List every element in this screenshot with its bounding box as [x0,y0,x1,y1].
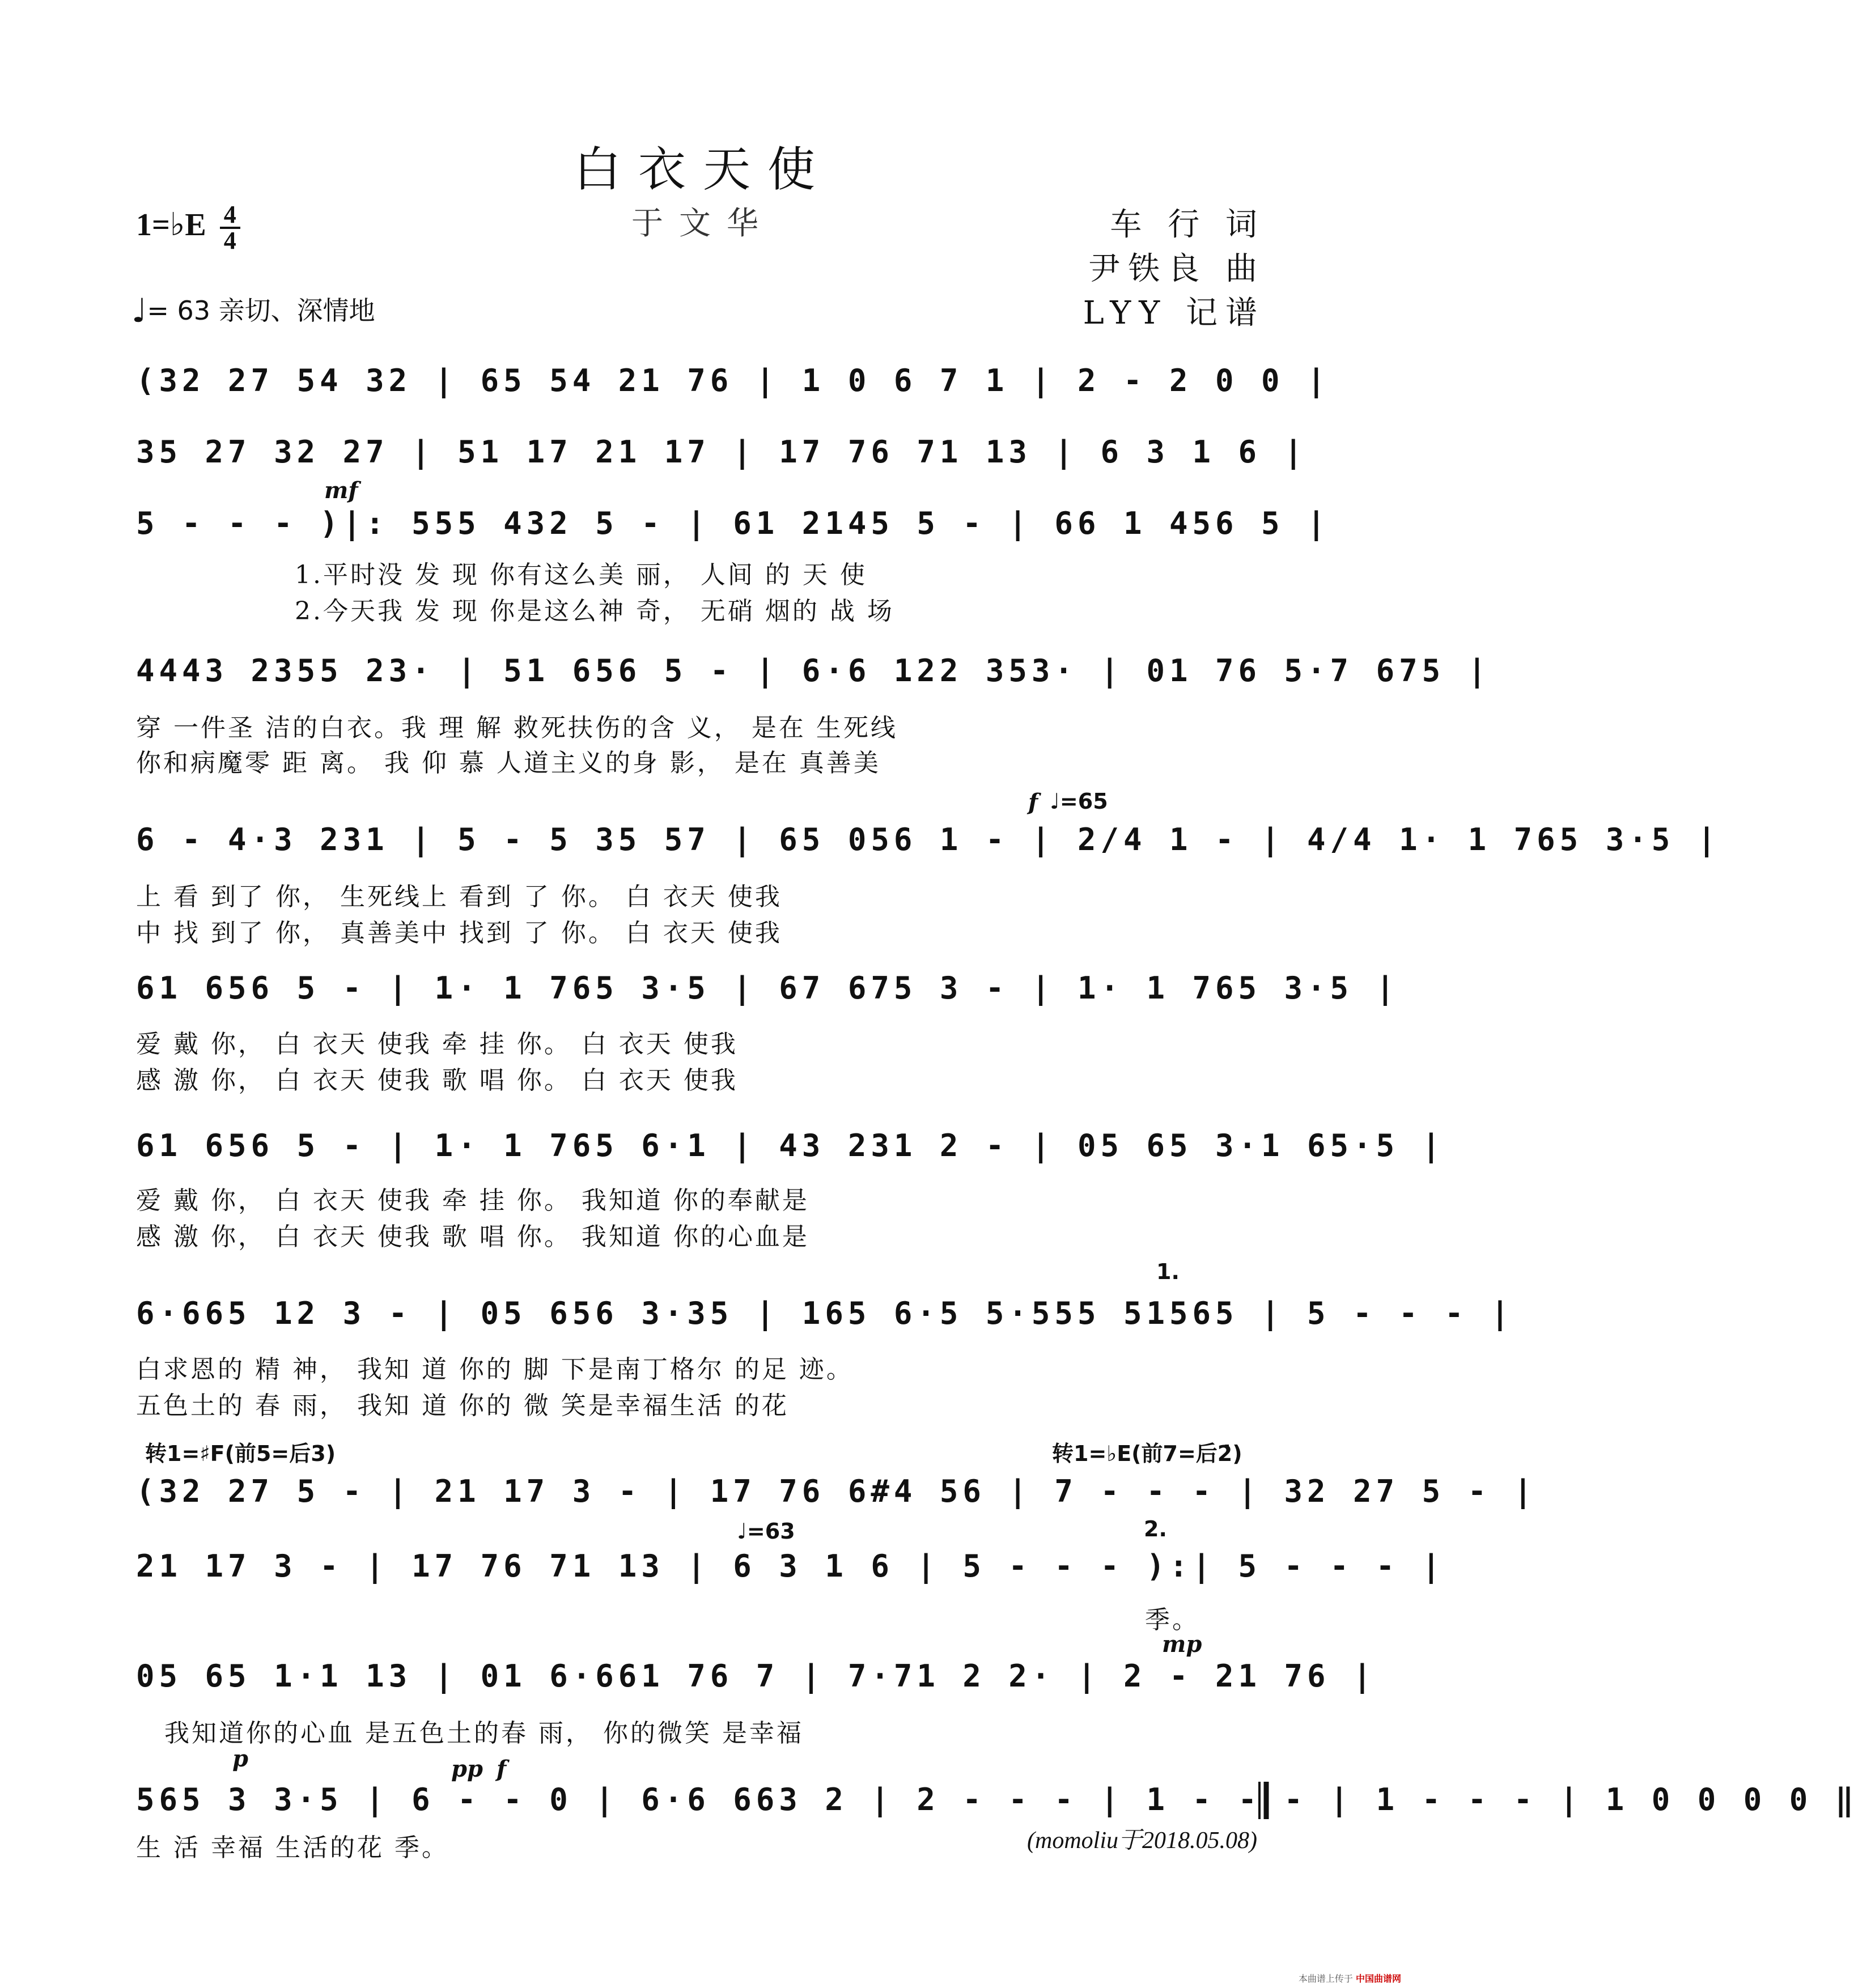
site-footer: 本曲谱上传于 中国曲谱网 [1298,1973,1401,1984]
song-title: 白衣天使 [573,142,832,197]
singer-name: 于文华 [631,205,774,242]
site-logo: 中国曲谱网 [1355,1973,1401,1984]
lyrics-row-3-verse-2: 2.今天我 发 现 你是这么神 奇， 无硝 烟的 战 场 [295,597,894,626]
lyrics-row-7-verse-1: 爱 戴 你， 白 衣天 使我 牵 挂 你。 我知道 你的奉献是 [136,1186,809,1215]
lyrics-row-7-verse-2: 感 激 你， 白 衣天 使我 歌 唱 你。 我知道 你的心血是 [136,1222,809,1251]
dynamic-f-2: f [497,1756,507,1782]
score-row-11: 05 65 1·1 13 | 01 6·661 76 7 | 7·71 2 2· | 2 - 21 76 | [136,1658,1376,1694]
dynamic-f: f [1028,789,1038,815]
tempo-change-65: ♩=65 [1050,789,1108,814]
lyrics-row-12-verse-1: 生 活 幸福 生活的花 季。 [136,1833,449,1862]
modulation-to-e-flat: 转1=♭E(前7=后2̇) [1052,1441,1242,1466]
score-row-5: 6 - 4·3 231 | 5 - 5 35 57 | 65 056 1 - | 2/4 1 - | 4/4 1· 1 765 3·5 | [136,822,1721,857]
lyrics-row-6-verse-2: 感 激 你， 白 衣天 使我 歌 唱 你。 白 衣天 使我 [136,1066,738,1095]
lyrics-row-4-verse-2: 你和病魔零 距 离。 我 仰 慕 人道主义的身 影， 是在 真善美 [136,749,881,778]
transcriber-credit: LYY 记谱 [1083,295,1265,332]
lyrics-row-5-verse-1: 上 看 到了 你， 生死线上 看到 了 你。 白 衣天 使我 [136,882,782,911]
lyrics-row-8-verse-1: 白求恩的 精 神， 我知 道 你的 脚 下是南丁格尔 的足 迹。 [136,1355,854,1384]
score-row-2: 35 27 32 27 | 51 17 21 17 | 17 76 71 13 | 6 3 1 6 | [136,434,1308,470]
score-row-7: 61 656 5 - | 1· 1 765 6·1 | 43 231 2 - | 05 65 3·1 65·5 | [136,1128,1445,1163]
dynamic-p: p [232,1745,248,1772]
tempo-marking: ♩= 63 亲切、深情地 [131,291,375,330]
lyrics-row-11-verse-1: 我知道你的心血 是五色土的春 雨， 你的微笑 是幸福 [164,1719,804,1748]
score-row-3: 5 - - - )|: 555 432 5 - | 61 2145 5 - | 66 1 456 5 | [136,506,1330,541]
score-row-9: (32 27 5 - | 21 17 3 - | 17 76 6#4 56 | 7 - - - | 32 27 5 - | [136,1473,1537,1509]
time-signature: $\frac{4}{4}$ [220,203,240,253]
modulation-to-f-sharp: 转1=♯F(前5=后3) [145,1441,336,1466]
lyricist-credit: 车 行 词 [1110,206,1265,243]
score-row-1: (32 27 54 32 | 65 54 21 76 | 1 0 6 7 1 | 2 - 2 0 0 | [136,363,1330,398]
score-row-10: 21 17 3 - | 17 76 71 13 | 6 3 1 6 | 5 - - - ):| 5 - - - | [136,1548,1445,1584]
score-row-6: 61 656 5 - | 1· 1 765 3·5 | 67 675 3 - | 1· 1 765 3·5 | [136,970,1399,1006]
volta-1: 1. [1156,1259,1180,1284]
lyrics-row-10-verse-1: 季。 [1145,1605,1199,1634]
dynamic-mp: mp [1162,1631,1202,1658]
lyrics-row-4-verse-1: 穿 一件圣 洁的白衣。我 理 解 救死扶伤的含 义， 是在 生死线 [136,713,898,742]
tempo-change-63: ♩=63 [737,1519,795,1544]
composer-credit: 尹铁良 曲 [1088,250,1265,287]
transcriber-signature: (momoliu于2018.05.08) [1027,1828,1257,1854]
volta-2: 2. [1144,1517,1167,1541]
score-row-12: 565 3 3·5 | 6 - - 0 | 6·6 663 2 | 2 - - - | 1 - - - | 1 - - - | 1 0 0 0 0 ‖ [136,1782,1858,1817]
score-row-4: 4443 2355 23· | 51 656 5 - | 6·6 122 353· | 01 76 5·7 675 | [136,653,1491,689]
lyrics-row-8-verse-2: 五色土的 春 雨， 我知 道 你的 微 笑是幸福生活 的花 [136,1391,789,1420]
dynamic-pp: pp [451,1756,483,1782]
key-signature: 1=♭E $\frac{4}{4}$ [136,203,240,253]
lyrics-row-3-verse-1: 1.平时没 发 现 你有这么美 丽， 人间 的 天 使 [295,560,867,589]
lyrics-row-6-verse-1: 爱 戴 你， 白 衣天 使我 牵 挂 你。 白 衣天 使我 [136,1030,738,1059]
lyrics-row-5-verse-2: 中 找 到了 你， 真善美中 找到 了 你。 白 衣天 使我 [136,919,782,948]
score-row-8: 6·665 12 3 - | 05 656 3·35 | 165 6·5 5·555 51565 | 5 - - - | [136,1295,1514,1331]
dynamic-mf: mf [324,477,358,504]
quarter-note-icon: ♩ [131,291,147,330]
